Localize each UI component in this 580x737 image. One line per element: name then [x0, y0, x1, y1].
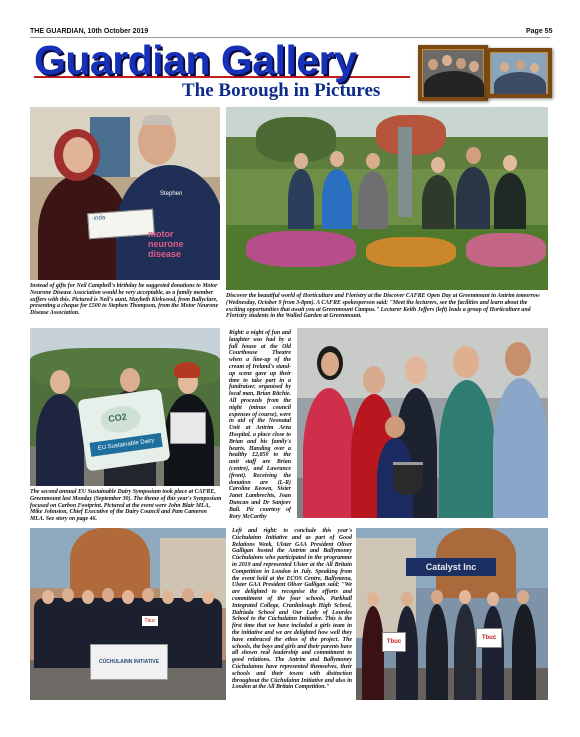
header-framed-photo-2 — [486, 48, 552, 98]
tbuc-sign-left: Tbuc — [382, 632, 406, 652]
school-sign: Tbuc — [142, 616, 158, 626]
caption-garden: Discover the beautiful world of Horticulture and Floristry at the Discover CAFRE Open Day at Greenmount in Antrim tomorrow (Wednesday, October 9 from 3-8pm). A CAFRE spokesperson said: "Meet the lecturers, see the facilities and learn about the exciting opportunities that await you at Greenmount Campus." Lecturer Keith Jeffers (left) leads a group of Horticulture and Floristry students in the Walled Garden at Greenmount. — [226, 293, 540, 320]
page-subtitle: The Borough in Pictures — [182, 80, 381, 101]
initiative-banner: CÚCHULAINN INITIATIVE — [90, 644, 168, 680]
caption-dairy-symposium: The second annual EU Sustainable Dairy Symposium took place at CAFRE, Greenmount last Monday (September 30). The theme of this year's Symposium focused on Carbon Footprint. Pictured at the event were John Blair MLA, Mike Johnston, Chief Executive of the Dairy Council and Pam Cameron MLA. See story on page 46. — [30, 489, 222, 523]
board-co2: CO2 — [107, 411, 128, 425]
issue-date: THE GUARDIAN, 10th October 2019 — [30, 28, 149, 35]
caption-cheque: Instead of gifts for Neil Campbell's birthday he suggested donations to Motor Neurone Disease Association would be very acceptable, as a family member suffers with this. Pictured is Neil's aunt, Maybeth Kirkwood, from Ballyclare, presenting a cheque for £500 to Stephen Thompson, from the Motor Neurone Disease Association. — [30, 283, 219, 317]
photo-cuchulainn-group — [30, 528, 226, 700]
photo-neonatal-donation — [297, 328, 548, 518]
photo-walled-garden — [226, 107, 548, 290]
venue-sign: Catalyst Inc — [406, 558, 496, 576]
header-framed-photo-1 — [418, 45, 488, 101]
page-number: Page 55 — [526, 28, 553, 35]
photo-cuchulainn-presentation — [356, 528, 548, 700]
cheque-brand: ·ında — [91, 215, 106, 223]
donation-bucket — [393, 462, 423, 495]
caption-neonatal-fundraiser: Right: a night of fun and laughter was had by a full house at the Old Courthouse Theatre when a line-up of the cream of Ireland's stand-up scene gave up their time to take part in a fundraiser, organised by local man, Brian Ritchie. All proceeds from the night (minus council expenses of course), were in aid of the Neonatal Unit at Antrim Area Hospital, a place close to Brian and his family's hearts. Handing over a healthy £2,850 to the unit staff are Brian (centre), and Lawrance (front). Receiving the donation are (L-R) Caroline Keown, Sister Janet Lambrechts, Joan Duncan and Dr Sanjeev Bali. Pic courtesy of Rory McCarthy — [229, 330, 291, 520]
tbuc-sign-right: Tbuc — [476, 628, 502, 648]
photo-cheque-presentation — [30, 107, 220, 280]
cheque-card — [87, 209, 155, 240]
shirt-logo-text: motor neurone disease — [148, 229, 184, 259]
photo-dairy-symposium — [30, 328, 220, 486]
page-title: Guardian Gallery — [34, 37, 357, 83]
document-held — [170, 412, 206, 444]
sustainable-dairy-board — [77, 389, 170, 472]
name-badge: Stephen — [160, 191, 183, 197]
board-label: EU Sustainable Dairy — [89, 433, 162, 457]
caption-cuchulainn: Left and right: to conclude this year's Cúchulainn Initiative and as part of Good Relations Week, Ulster GAA President Oliver Galligan hosted the Antrim and Ballymoney Cúchulainns who participated in the programme in 2019 and represented Ulster at the All Britain Competition in London in July. Speaking from the event held at the ECOS Centre, Ballymena, Ulster GAA President Oliver Galligan said; "We are delighted to recognise the efforts and commitment of the four schools, Parkhall Integrated College, Cranlinlough High School, Dalriada School and Our Lady of Lourdes School to the Cúchulainn Initiative. This is the first time that we have included a girls team in the initiative and we are delighted how well they have embraced the ethos of the project. The schools, the boys and girls and their parents have all shown real leadership and commitment to good relations. The Antrim and Ballymoney Cúchulainns have represented themselves, their schools and their towns with distinction throughout the Cúchulainn Initiative and also in London at the All Britain Competition." — [232, 528, 352, 691]
